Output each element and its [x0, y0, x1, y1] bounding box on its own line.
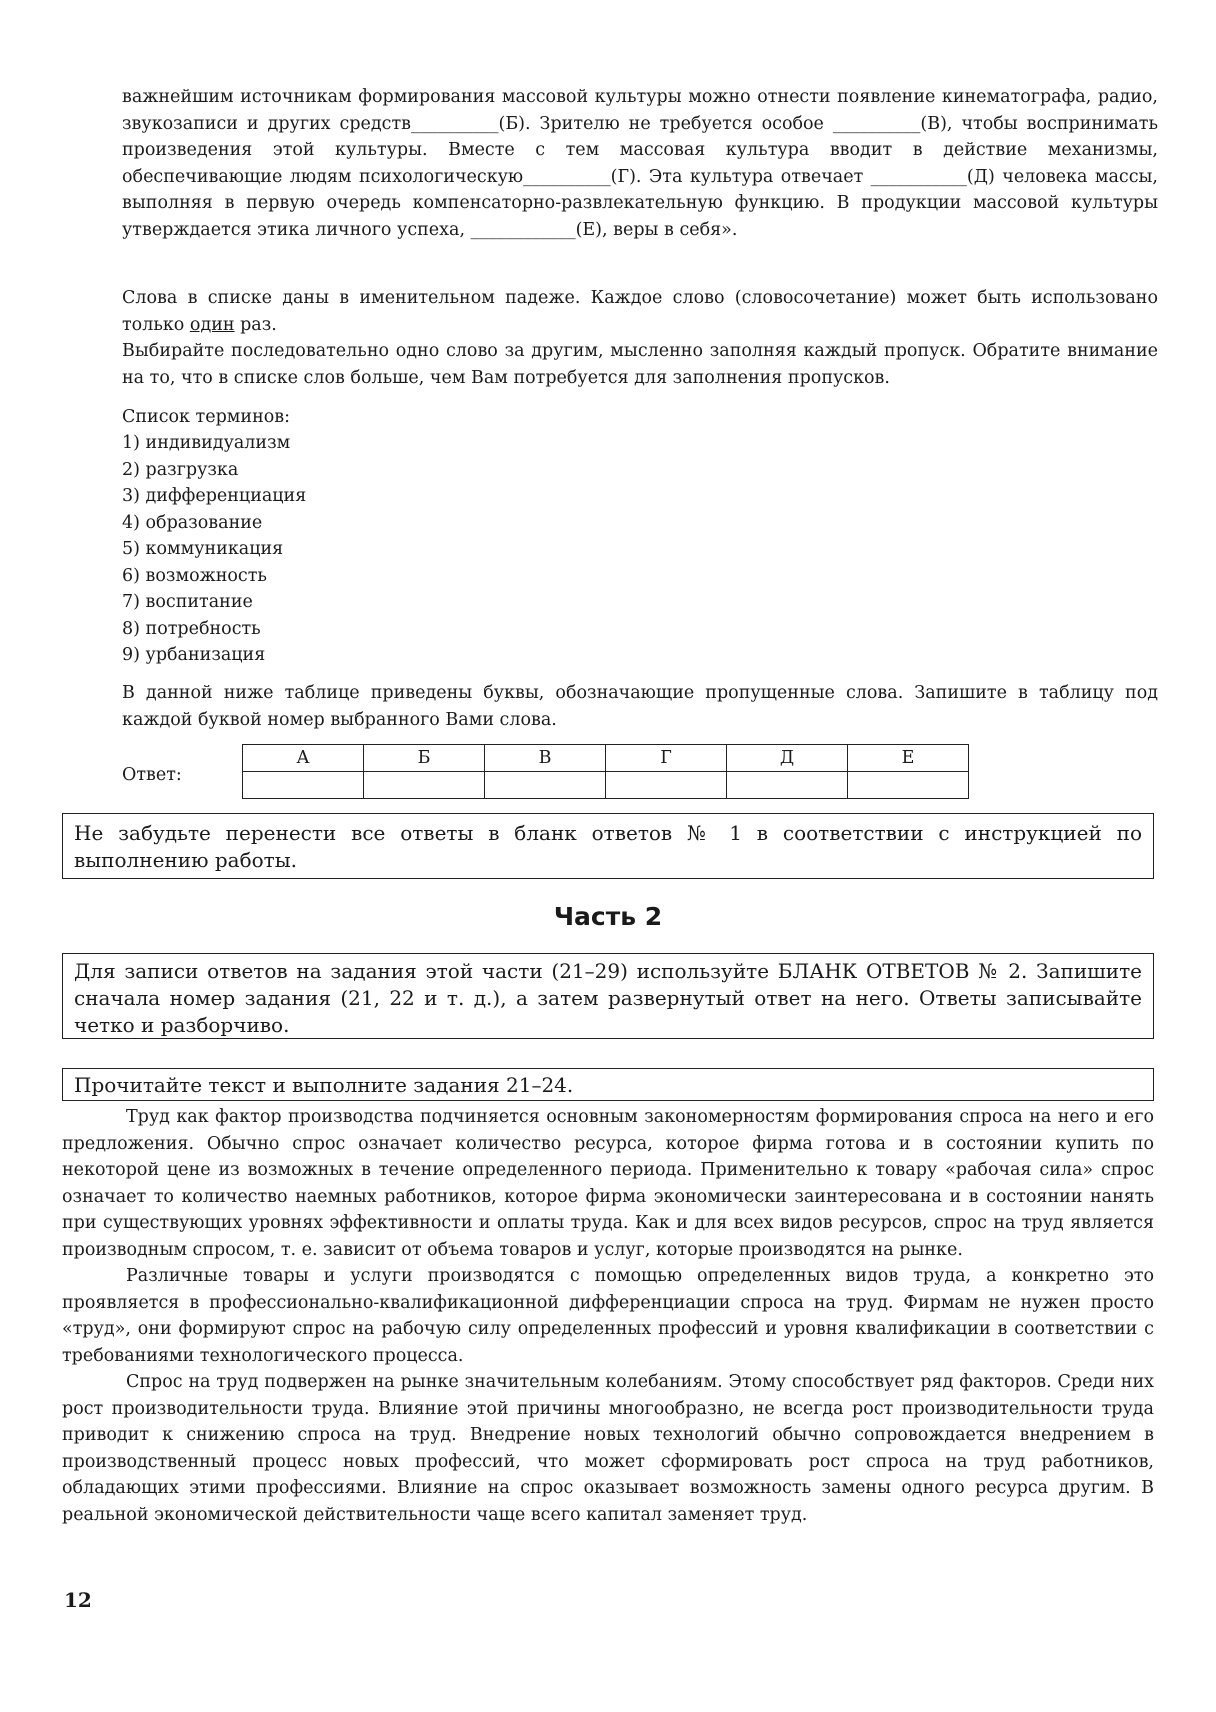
answer-values-row [243, 772, 969, 799]
answer-cell-b[interactable] [364, 772, 485, 799]
instruction-underlined-word: один [189, 314, 235, 335]
answer-letter: В [485, 745, 606, 772]
term-item: 3) дифференциация [122, 486, 307, 506]
answer-letter: Е [848, 745, 969, 772]
part-title: Часть 2 [553, 902, 663, 931]
answer-letter: Д [727, 745, 848, 772]
instruction-text-end: раз. [234, 314, 277, 335]
term-item: 5) коммуникация [122, 539, 284, 559]
reading-paragraph: Труд как фактор производства подчиняется основным закономерностям формирования спроса на него и его предложения. Обычно спрос означает количество ресурса, которое фирма готова и в состоянии купить по некоторой цене из возможных в течение определенного периода. Применительно к товару «рабочая сила» спрос означает то количество наемных работников, которое фирма экономически заинтересована и в состоянии нанять при существующих уровнях эффективности и оплаты труда. Как и для всех видов ресурсов, спрос на труд является производным спросом, т. е. зависит от объема товаров и услуг, которые производятся на рынке. [62, 1107, 1154, 1260]
answer-letters-row [243, 745, 969, 772]
term-list [122, 430, 306, 669]
intro-paragraph: важнейшим источникам формирования массовой культуры можно отнести появление кинематографа, радио, звукозаписи и других средств__________(Б). Зрителю не требуется особое __________(В), чтобы воспринимать произведения этой культуры. Вместе с тем массовая культура вводит в действие механизмы, обеспечивающие людям психологическую__________(Г). Эта культура отвечает ___________(Д) человека массы, выполняя в первую очередь компенсаторно-развлекательную функцию. В продукции массовой культуры утверждается этика личного успеха, ____________(Е), веры в себя». [122, 87, 1158, 240]
answer-letter: Б [364, 745, 485, 772]
answer-cell-g[interactable] [606, 772, 727, 799]
term-item: 4) образование [122, 512, 263, 533]
answer-cell-e[interactable] [848, 772, 969, 799]
answer-cell-d[interactable] [727, 772, 848, 799]
term-list-title: Список терминов: [122, 407, 291, 427]
answer-letter: А [243, 745, 364, 772]
term-item: 1) индивидуализм [122, 433, 291, 453]
answer-label: Ответ: [122, 765, 182, 785]
answer-letter: Г [606, 745, 727, 772]
instruction-table: В данной ниже таблице приведены буквы, обозначающие пропущенные слова. Запишите в таблицу под каждой буквой номер выбранного Вами слова. [122, 683, 1158, 730]
answer-cell-v[interactable] [485, 772, 606, 799]
transfer-answers-notice: Не забудьте перенести все ответы в бланк ответов № 1 в соответствии с инструкцией по выполнению работы. [62, 813, 1154, 879]
instruction-text: Слова в списке даны в именительном падеже. Каждое слово (словосочетание) может быть использовано только [122, 288, 1158, 335]
term-item: 6) возможность [122, 565, 267, 586]
answer-cell-a[interactable] [243, 772, 364, 799]
term-item: 2) разгрузка [122, 459, 239, 480]
page-number: 12 [64, 1588, 92, 1612]
reading-text [62, 1104, 1154, 1528]
reading-paragraph: Различные товары и услуги производятся с помощью определенных видов труда, а конкретно это проявляется в профессионально-квалификационной дифференциации спроса на труд. Фирмам не нужен просто «труд», они формируют спрос на рабочую силу определенных профессий и уровня квалификации в соответствии с требованиями технологического процесса. [62, 1266, 1154, 1366]
part2-instruction: Для записи ответов на задания этой части (21–29) используйте БЛАНК ОТВЕТОВ № 2. Запишите сначала номер задания (21, 22 и т. д.), а затем развернутый ответ на него. Ответы записывайте четко и разборчиво. [62, 953, 1154, 1039]
term-item: 8) потребность [122, 618, 261, 639]
task-heading: Прочитайте текст и выполните задания 21–24. [62, 1068, 1154, 1101]
instruction-word-case [122, 285, 1158, 338]
instruction-fill-gaps: Выбирайте последовательно одно слово за другим, мысленно заполняя каждый пропуск. Обратите внимание на то, что в списке слов больше, чем Вам потребуется для заполнения пропусков. [122, 341, 1158, 388]
term-item: 7) воспитание [122, 592, 253, 612]
answer-table [242, 744, 969, 799]
term-item: 9) урбанизация [122, 645, 266, 665]
reading-paragraph: Спрос на труд подвержен на рынке значительным колебаниям. Этому способствует ряд факторов. Среди них рост производительности труда. Влияние этой причины многообразно, не всегда рост производительности труда приводит к снижению спроса на труд. Внедрение новых технологий обычно сопровождается внедрением в производственный процесс новых профессий, что может сформировать рост спроса на труд работников, обладающих этими профессиями. Влияние на спрос оказывает возможность замены одного ресурса другим. В реальной экономической действительности чаще всего капитал заменяет труд. [62, 1372, 1154, 1525]
